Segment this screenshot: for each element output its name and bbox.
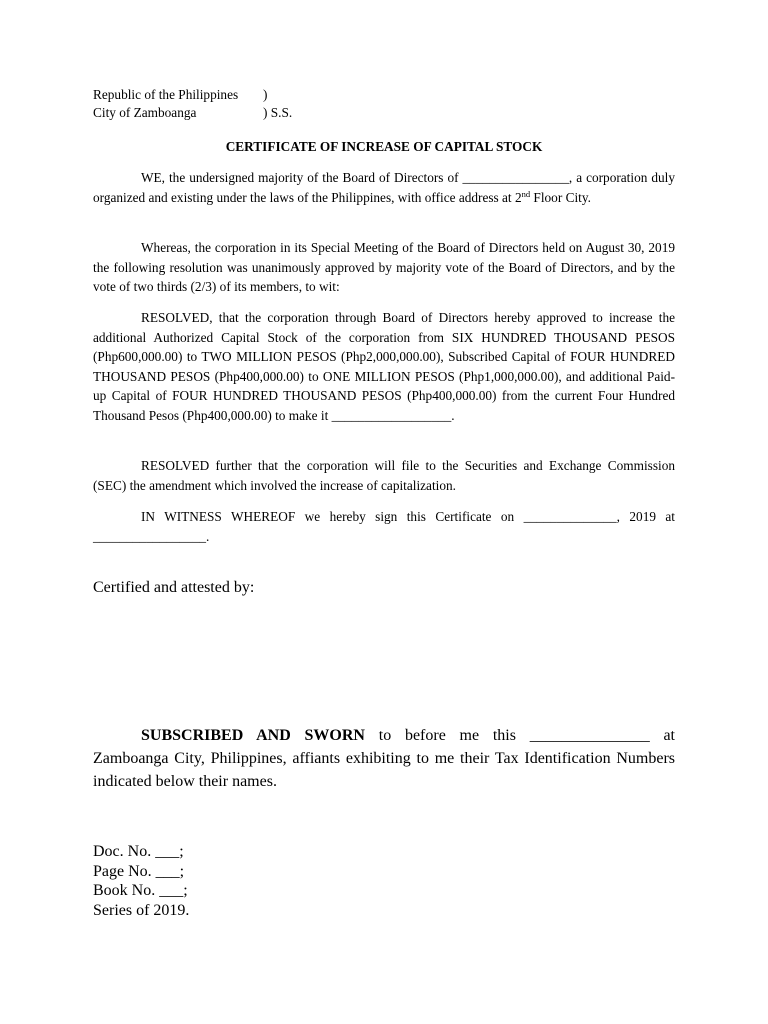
paragraph-witness: IN WITNESS WHEREOF we hereby sign this Certificate on ______________, 2019 at _________________. <box>93 509 675 544</box>
document-page <box>93 0 675 1024</box>
venue-city: City of Zamboanga <box>93 105 197 120</box>
venue-bracket: ) <box>263 87 268 102</box>
document-title: CERTIFICATE OF INCREASE OF CAPITAL STOCK <box>225 139 543 154</box>
paragraph-undersigned <box>93 168 675 207</box>
paragraph-whereas: Whereas, the corporation in its Special Meeting of the Board of Directors held on August 30, 2019 the following resolution was unanimously approved by majority vote of the Board of Directors, and by the vote of two thirds (2/3) of its members, to wit: <box>93 240 675 294</box>
sworn-heading: SUBSCRIBED AND SWORN <box>141 727 365 744</box>
page-number: Page No. ___; <box>93 862 185 880</box>
venue-line-1 <box>93 86 292 104</box>
paragraph-resolved-further: RESOLVED further that the corporation will file to the Securities and Exchange Commission (SEC) the amendment which involved the increase of capitalization. <box>93 458 675 493</box>
paragraph-undersigned-end: Floor City. <box>530 189 591 205</box>
venue-ss: ) S.S. <box>263 105 293 120</box>
venue-block <box>93 86 292 122</box>
sworn-text: to before me this _______________ at Zamboanga City, Philippines, affiants exhibiting to me their Tax Identification Numbers indicated below their names. <box>93 727 676 790</box>
series-year: Series of 2019. <box>93 901 190 919</box>
venue-line-2 <box>93 104 292 122</box>
paragraph-undersigned-text: WE, the undersigned majority of the Board of Directors of ________________, a corporation duly organized and existing under the laws of the Philippines, with office address at 2 <box>93 170 675 205</box>
ordinal-suffix: nd <box>521 188 531 199</box>
paragraph-resolved: RESOLVED, that the corporation through Board of Directors hereby approved to increase the additional Authorized Capital Stock of the corporation from SIX HUNDRED THOUSAND PESOS (Php600,000.00) to TWO MILLION PESOS (Php2,000,000.00), Subscribed Capital of FOUR HUNDRED THOUSAND PESOS (Php400,000.00) to ONE MILLION PESOS (Php1,000,000.00), and additional Paid-up Capital of FOUR HUNDRED THOUSAND PESOS (Php400,000.00) from the current Four Hundred Thousand Pesos (Php400,000.00) to make it __________________. <box>93 310 675 423</box>
book-number: Book No. ___; <box>93 882 188 899</box>
certified-attested-label: Certified and attested by: <box>93 579 255 596</box>
notarial-register <box>93 842 189 920</box>
venue-country: Republic of the Philippines <box>93 87 239 102</box>
paragraph-subscribed-sworn <box>93 724 675 793</box>
doc-number: Doc. No. ___; <box>93 843 184 860</box>
